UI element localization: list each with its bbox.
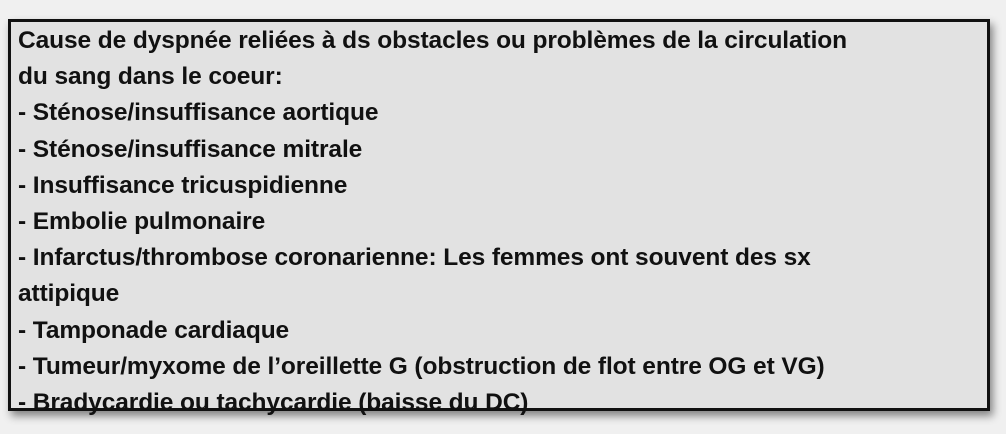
- note-card: [8, 19, 990, 417]
- list-item-aortic: - Sténose/insuffisance aortique: [18, 99, 379, 127]
- list-item-tamponade: - Tamponade cardiaque: [18, 316, 290, 344]
- intro-line-2: du sang dans le coeur:: [18, 63, 283, 91]
- list-item-pulmonary-embolism: - Embolie pulmonaire: [18, 208, 266, 236]
- note-text: [18, 23, 981, 421]
- list-item-myxoma: - Tumeur/myxome de l’oreillette G (obstruction de flot entre OG et VG): [18, 352, 825, 380]
- list-item-infarctus-continued: attipique: [18, 280, 120, 308]
- list-item-brady-tachy: - Bradycardie ou tachycardie (baisse du DC): [18, 389, 529, 417]
- list-item-infarctus: - Infarctus/thrombose coronarienne: Les femmes ont souvent des sx: [18, 244, 811, 272]
- intro-line-1: Cause de dyspnée reliées à ds obstacles ou problèmes de la circulation: [18, 27, 848, 54]
- list-item-mitral: - Sténose/insuffisance mitrale: [18, 135, 363, 163]
- list-item-tricuspid: - Insuffisance tricuspidienne: [18, 171, 348, 199]
